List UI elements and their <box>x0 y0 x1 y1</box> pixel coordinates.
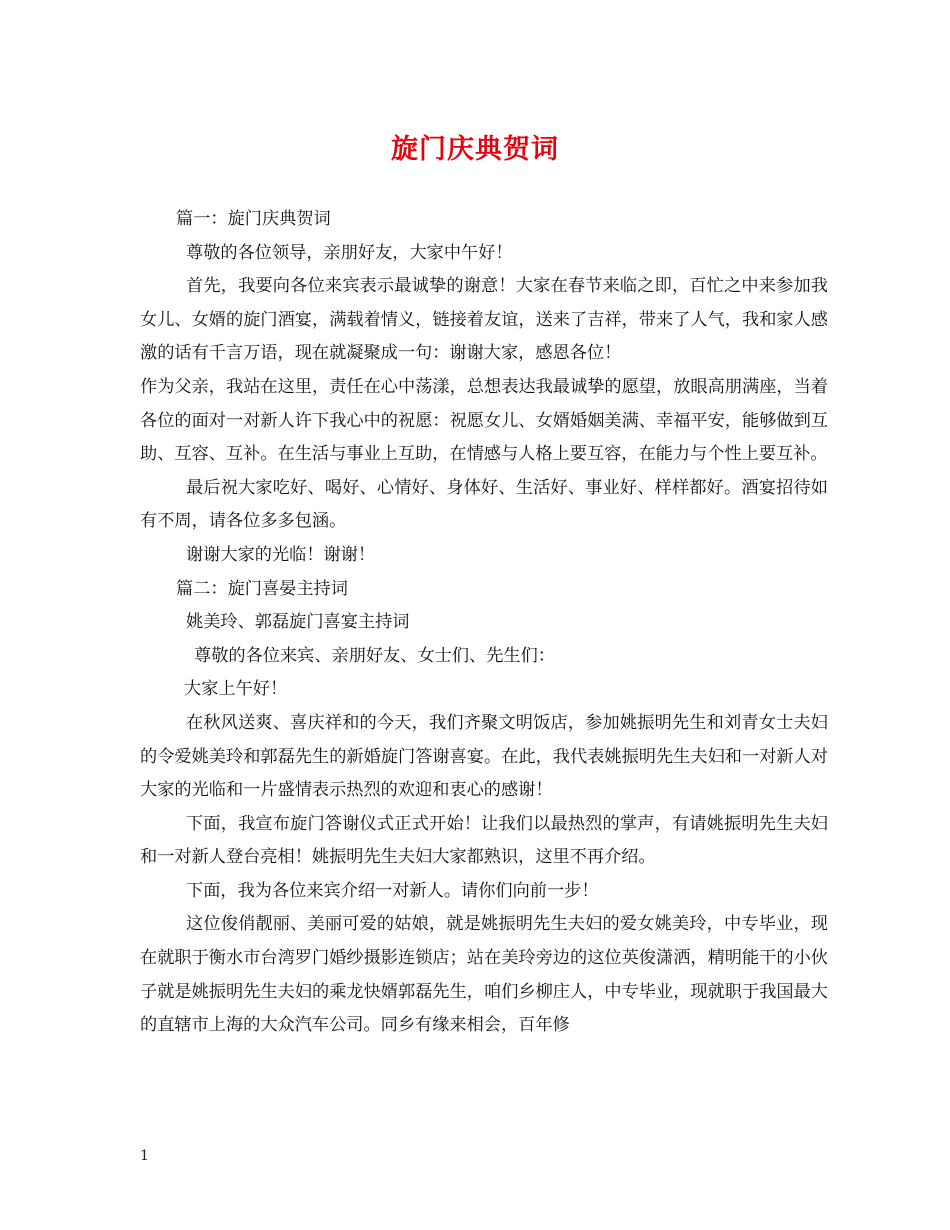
paragraph-good-morning: 大家上午好！ <box>184 679 288 700</box>
paragraph-greeting-2: 尊敬的各位来宾、亲朋好友、女士们、先生们： <box>194 645 555 666</box>
paragraph-thank-you: 谢谢大家的光临！谢谢！ <box>186 544 376 565</box>
page-number: 1 <box>140 1148 149 1164</box>
paragraph-greeting-1: 尊敬的各位领导，亲朋好友，大家中午好！ <box>186 242 513 263</box>
paragraph-father-wishes: 作为父亲，我站在这里，责任在心中荡漾，总想表达我最诚挚的愿望，放眼高朋满座，当着各位的面对一对新人许下我心中的祝愿：祝愿女儿、女婿婚姻美满、幸福平安，能够做到互助、互容、互补。在生活与事业上互助，在情感与人格上要互容，在能力与个性上要互补。 <box>140 376 828 465</box>
paragraph-host-title: 姚美玲、郭磊旋门喜宴主持词 <box>186 612 410 633</box>
section-heading-2: 篇二：旋门喜晏主持词 <box>176 578 348 599</box>
paragraph-couple-description: 这位俊俏靓丽、美丽可爱的姑娘，就是姚振明先生夫妇的爱女姚美玲，中专毕业，现在就职于衡水市台湾罗门婚纱摄影连锁店；站在美玲旁边的这位英俊潇洒，精明能干的小伙子就是姚振明先生夫妇的乘龙快婿郭磊先生，咱们乡柳庄人，中专毕业，现就职于我国最大的直辖市上海的大众汽车公司。同乡有缘来相会，百年修 <box>140 914 828 1036</box>
paragraph-closing-wishes: 最后祝大家吃好、喝好、心情好、身体好、生活好、事业好、样样都好。酒宴招待如有不周，请各位多多包涵。 <box>140 477 828 532</box>
paragraph-introduce-couple: 下面，我为各位来宾介绍一对新人。请你们向前一步！ <box>186 880 599 901</box>
paragraph-thanks: 首先，我要向各位来宾表示最诚挚的谢意！大家在春节来临之即，百忙之中来参加我女儿、女婿的旋门酒宴，满载着情义，链接着友谊，送来了吉祥，带来了人气，我和家人感激的话有千言万语，现在就凝聚成一句：谢谢大家，感恩各位！ <box>140 276 828 364</box>
section-heading-1: 篇一：旋门庆典贺词 <box>176 209 331 229</box>
paragraph-ceremony-start: 下面，我宣布旋门答谢仪式正式开始！让我们以最热烈的掌声，有请姚振明先生夫妇和一对新人登台亮相！姚振明先生夫妇大家都熟识，这里不再介绍。 <box>140 813 828 868</box>
document-title: 旋门庆典贺词 <box>391 134 559 165</box>
paragraph-welcome: 在秋风送爽、喜庆祥和的今天，我们齐聚文明饭店，参加姚振明先生和刘青女士夫妇的令爱姚美玲和郭磊先生的新婚旋门答谢喜宴。在此，我代表姚振明先生夫妇和一对新人对大家的光临和一片盛情表示热烈的欢迎和衷心的感谢！ <box>140 712 828 801</box>
document-body <box>140 203 828 1043</box>
